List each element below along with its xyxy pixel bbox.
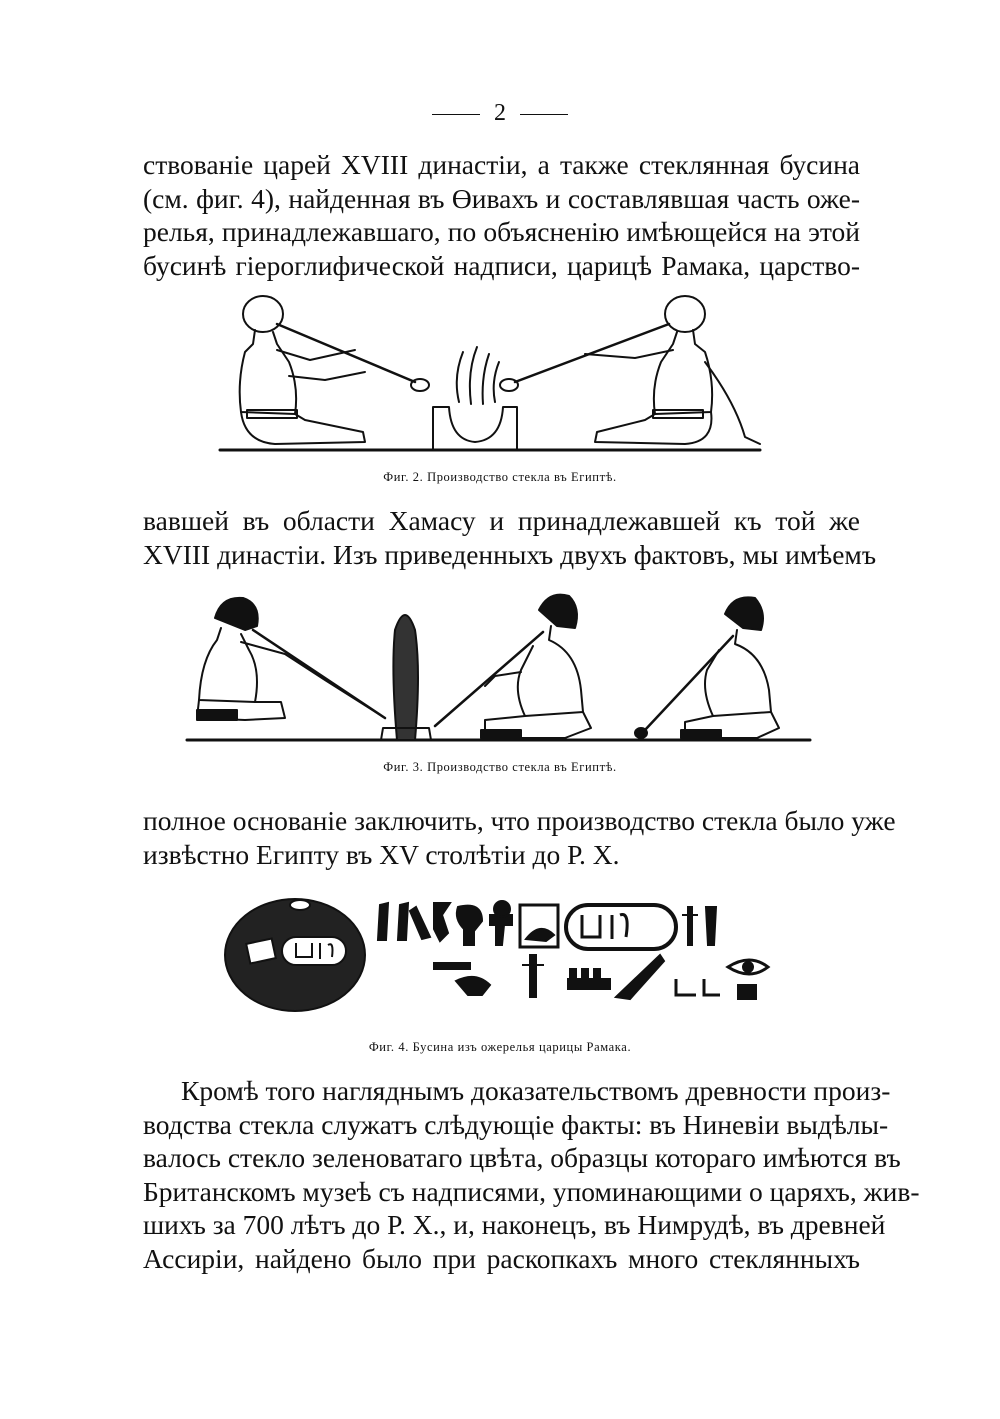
glyph-head (457, 906, 482, 945)
figure-3-caption: Фиг. 3. Производство стекла въ Египтѣ. (383, 760, 617, 774)
page-number (0, 100, 1000, 127)
text-line: валось стекло зеленоватаго цвѣта, образцы котораго имѣются въ (143, 1142, 901, 1173)
text-line: релья, принадлежавшаго, по объясненію имѣющейся на этой (143, 216, 860, 247)
figure-2-caption: Фиг. 2. Производство стекла въ Египтѣ. (383, 470, 617, 484)
text-line: вавшей въ области Хамасу и принадлежавшей къ той же (143, 505, 860, 536)
text-line: Британскомъ музеѣ съ надписями, упоминающими о царяхъ, жив- (143, 1175, 920, 1207)
text-line: XVIII династіи. Изъ приведенныхъ двухъ фактовъ, мы имѣемъ (143, 538, 877, 570)
page-number-text: 2 (494, 100, 506, 126)
glyph-reed (378, 903, 388, 940)
text-line: извѣстно Египту въ XV столѣтіи до Р. Х. (143, 838, 620, 870)
text-line: Кромѣ того нагляднымъ доказательствомъ древности произ- (181, 1075, 891, 1106)
paragraph-1 (143, 148, 860, 282)
paragraph-3 (143, 804, 896, 871)
page-number-rule-right (520, 114, 568, 115)
text-line: шихъ за 700 лѣтъ до Р. Х., и, наконецъ, въ Нимрудѣ, въ древней (143, 1209, 886, 1240)
text-line: бусинѣ гіероглифической надписи, царицѣ Рамака, царство- (143, 249, 860, 281)
figure-3-glassblowers-kneeling (185, 590, 815, 750)
figure-2-glassblowers-seated (215, 292, 775, 462)
text-line: (см. фиг. 4), найденная въ Өивахъ и составлявшая часть оже- (143, 182, 860, 214)
text-line: ствованіе царей XVIII династіи, а также стеклянная бусина (143, 149, 860, 180)
figure-4-bead-and-hieroglyphs (220, 885, 780, 1025)
text-line: полное основаніе заключить, что производство стекла было уже (143, 805, 896, 836)
paragraph-2 (143, 504, 877, 571)
page-number-rule-left (432, 114, 480, 115)
text-line: водства стекла служатъ слѣдующіе факты: въ Ниневіи выдѣлы- (143, 1108, 889, 1140)
figure-4-caption: Фиг. 4. Бусина изъ ожерелья царицы Рамака. (368, 1040, 632, 1054)
paragraph-4 (143, 1074, 920, 1275)
text-line: Ассиріи, найдено было при раскопкахъ много стеклянныхъ (143, 1242, 860, 1274)
